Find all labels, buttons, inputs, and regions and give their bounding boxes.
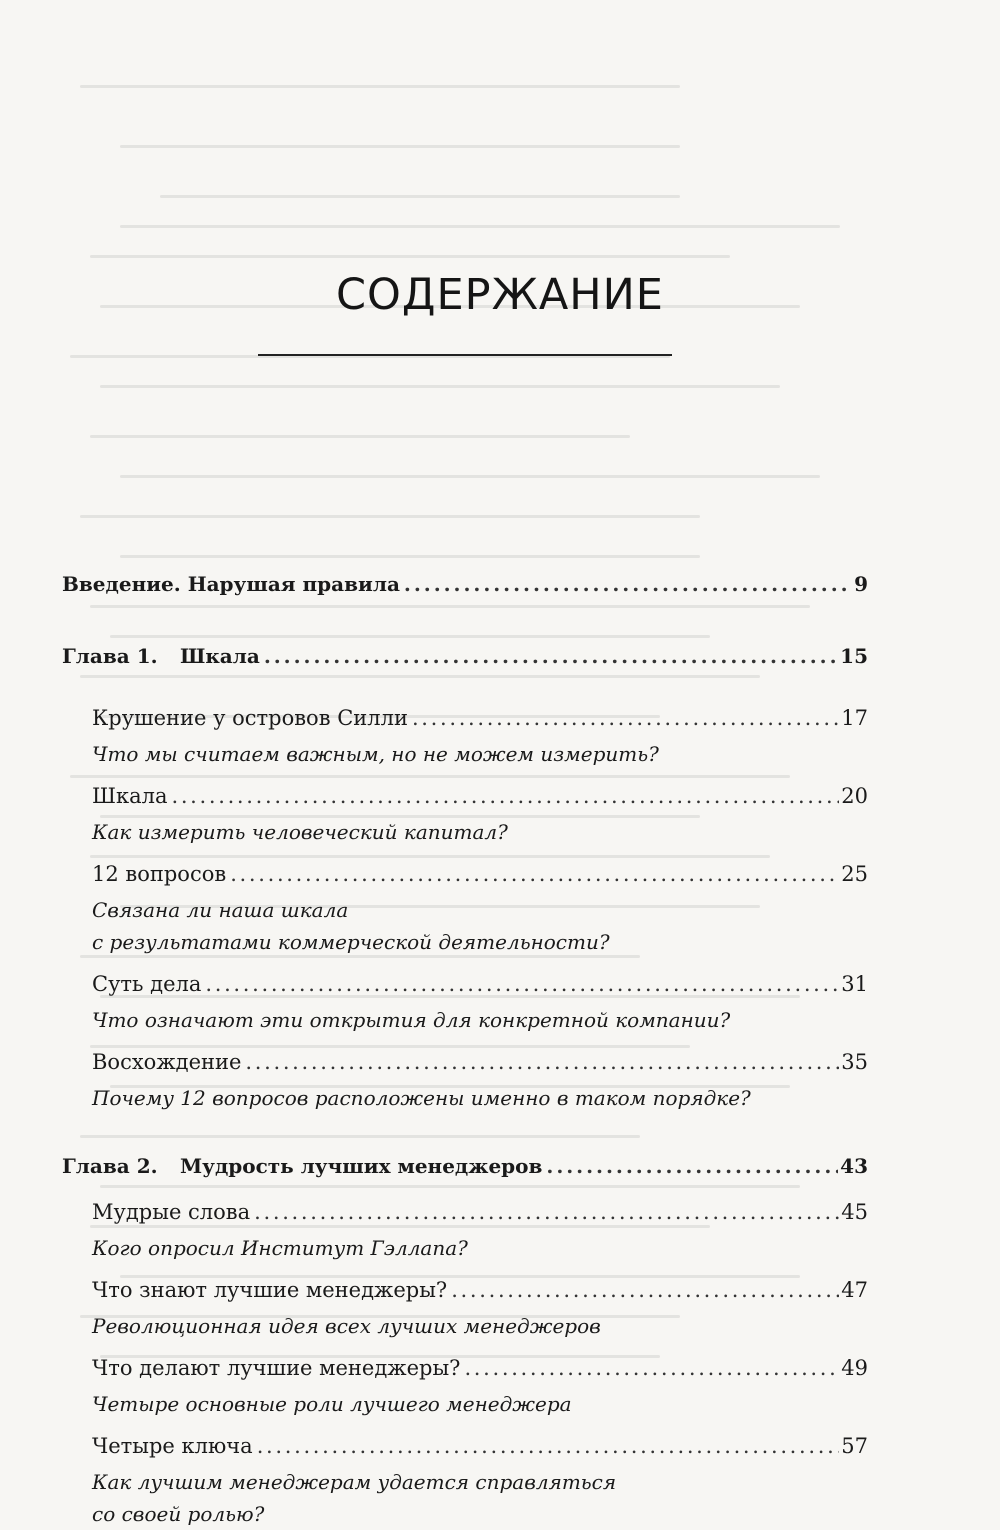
page-title: СОДЕРЖАНИЕ bbox=[336, 270, 664, 320]
toc-section[interactable] bbox=[62, 1192, 868, 1232]
section-title: Крушение у островов Силли bbox=[92, 706, 408, 730]
chapter-title: Мудрость лучших менеджеров bbox=[180, 1154, 543, 1178]
toc-chapter-2[interactable] bbox=[62, 1146, 868, 1186]
chapter-label bbox=[62, 636, 260, 676]
section-description: Что означают эти открытия для конкретной компании? bbox=[92, 1008, 731, 1032]
section-description: Как лучшим менеджерам удается справляться со своей ролью? bbox=[92, 1470, 617, 1526]
leader-dots bbox=[171, 776, 839, 816]
toc-section[interactable] bbox=[62, 1426, 868, 1466]
page-number: 20 bbox=[841, 784, 868, 808]
page-number: 45 bbox=[841, 1200, 868, 1224]
section-description: Почему 12 вопросов расположены именно в таком порядке? bbox=[92, 1086, 751, 1110]
section-title: Что знают лучшие менеджеры? bbox=[92, 1278, 448, 1302]
leader-dots bbox=[412, 698, 839, 738]
page-number: 15 bbox=[840, 644, 868, 668]
leader-dots bbox=[230, 854, 839, 894]
table-of-contents bbox=[62, 564, 868, 1530]
page-number: 49 bbox=[841, 1356, 868, 1380]
page-number: 43 bbox=[840, 1154, 868, 1178]
page-number: 17 bbox=[841, 706, 868, 730]
page-number: 25 bbox=[841, 862, 868, 886]
section-description: Связана ли наша шкала с результатами коммерческой деятельности? bbox=[92, 898, 610, 954]
toc-section[interactable] bbox=[62, 698, 868, 738]
section-title: Восхождение bbox=[92, 1050, 242, 1074]
section-title: Мудрые слова bbox=[92, 1200, 251, 1224]
section-title: Шкала bbox=[92, 784, 168, 808]
leader-dots bbox=[464, 1348, 839, 1388]
page-number: 57 bbox=[841, 1434, 868, 1458]
intro-title: Введение. Нарушая правила bbox=[62, 572, 400, 596]
toc-section[interactable] bbox=[62, 776, 868, 816]
chapter-title: Шкала bbox=[180, 644, 260, 668]
toc-section[interactable] bbox=[62, 1270, 868, 1310]
toc-section[interactable] bbox=[62, 854, 868, 894]
section-title: Что делают лучшие менеджеры? bbox=[92, 1356, 461, 1380]
toc-section[interactable] bbox=[62, 1042, 868, 1082]
chapter-label bbox=[62, 1146, 542, 1186]
leader-dots bbox=[257, 1426, 840, 1466]
toc-chapter-1[interactable] bbox=[62, 636, 868, 676]
section-title: 12 вопросов bbox=[92, 862, 227, 886]
section-description: Революционная идея всех лучших менеджеров bbox=[92, 1314, 601, 1338]
page-number: 31 bbox=[841, 972, 868, 996]
section-description: Четыре основные роли лучшего менеджера bbox=[92, 1392, 572, 1416]
leader-dots bbox=[205, 964, 839, 1004]
section-description: Что мы считаем важным, но не можем измерить? bbox=[92, 742, 659, 766]
section-description: Как измерить человеческий капитал? bbox=[92, 820, 508, 844]
section-description: Кого опросил Институт Гэллапа? bbox=[92, 1236, 468, 1260]
toc-section[interactable] bbox=[62, 1348, 868, 1388]
leader-dots bbox=[404, 564, 852, 604]
leader-dots bbox=[245, 1042, 839, 1082]
section-title: Четыре ключа bbox=[92, 1434, 253, 1458]
leader-dots bbox=[264, 636, 838, 676]
chapter-number: Глава 1. bbox=[62, 644, 158, 668]
leader-dots bbox=[254, 1192, 839, 1232]
section-title: Суть дела bbox=[92, 972, 202, 996]
page-number: 35 bbox=[841, 1050, 868, 1074]
page-number: 47 bbox=[841, 1278, 868, 1302]
toc-section[interactable] bbox=[62, 964, 868, 1004]
page-number: 9 bbox=[854, 572, 868, 596]
chapter-number: Глава 2. bbox=[62, 1154, 158, 1178]
title-underline bbox=[258, 354, 672, 356]
toc-intro-entry[interactable] bbox=[62, 564, 868, 604]
leader-dots bbox=[546, 1146, 838, 1186]
leader-dots bbox=[451, 1270, 839, 1310]
